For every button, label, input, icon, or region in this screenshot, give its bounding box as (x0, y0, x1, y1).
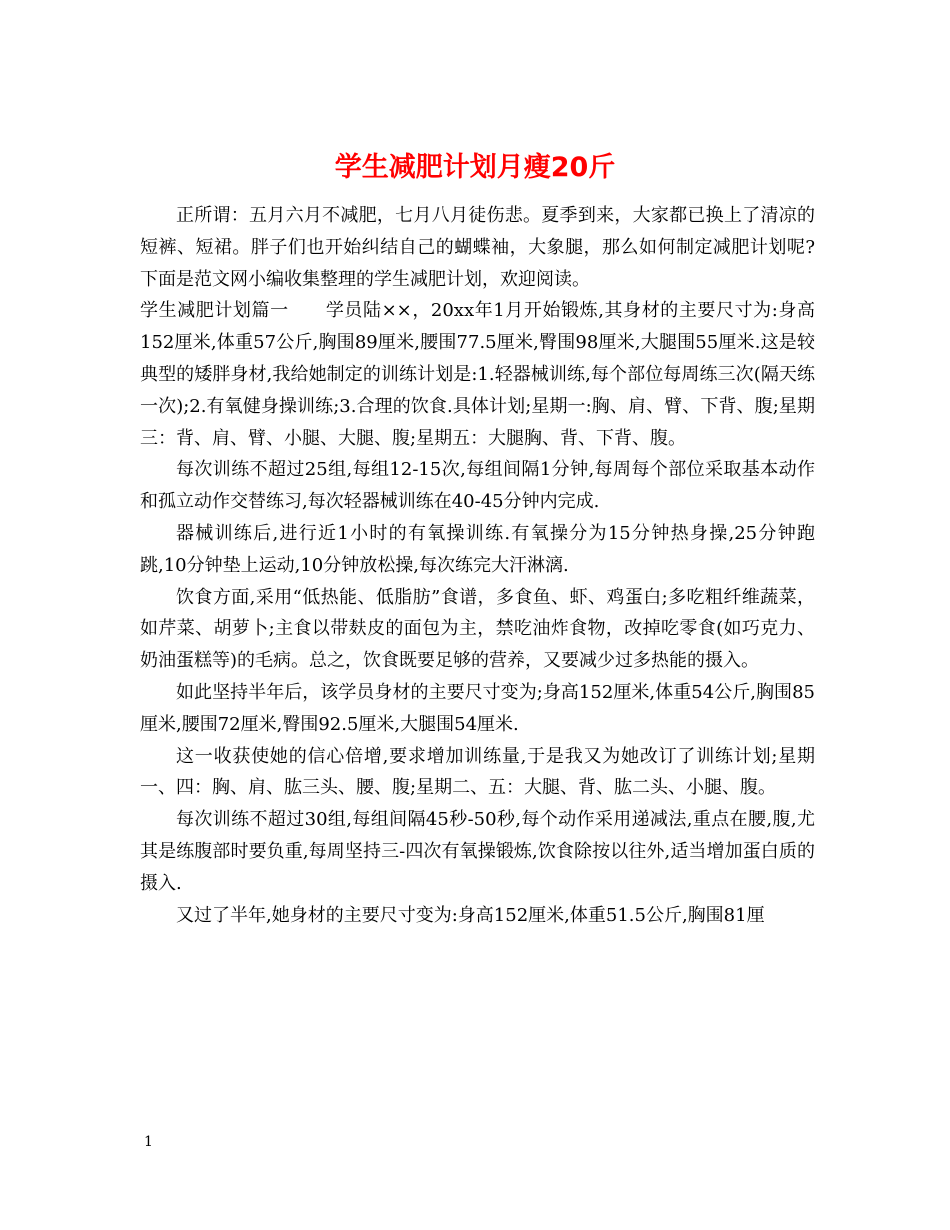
paragraph-revised-training: 每次训练不超过30组,每组间隔45秒-50秒,每个动作采用递减法,重点在腰,腹,尤其是练腹部时要负重,每周坚持三-四次有氧操锻炼,饮食除按以往外,适当增加蛋白质的摄入. (140, 809, 815, 894)
paragraph-training-sets: 每次训练不超过25组,每组12-15次,每组间隔1分钟,每周每个部位采取基本动作和孤立动作交替练习,每次轻器械训练在40-45分钟内完成. (140, 459, 815, 513)
paragraph-diet: 饮食方面,采用“低热能、低脂肪”食谱，多食鱼、虾、鸡蛋白;多吃粗纤维蔬菜，如芹菜、胡萝卜;主食以带麸皮的面包为主，禁吃油炸食物，改掉吃零食(如巧克力、奶油蛋糕等)的毛病。总之，饮食既要足够的营养，又要减少过多热能的摄入。 (140, 586, 815, 672)
paragraph-plan-one: 学生减肥计划篇一 学员陆××，20xx年1月开始锻炼,其身材的主要尺寸为:身高152厘米,体重57公斤,胸围89厘米,腰围77.5厘米,臀围98厘米,大腿围55厘米.这是较典型的矮胖身材,我给她制定的训练计划是:1.轻器械训练,每个部位每周练三次(隔天练一次);2.有氧健身操训练;3.合理的饮食.具体计划;星期一:胸、肩、臂、下背、腹;星期三：背、肩、臂、小腿、大腿、腹;星期五：大腿胸、背、下背、腹。 (140, 300, 815, 449)
paragraph-intro: 正所谓：五月六月不减肥，七月八月徒伤悲。夏季到来，大家都已换上了清凉的短裤、短裙。胖子们也开始纠结自己的蝴蝶袖，大象腿，那么如何制定减肥计划呢?下面是范文网小编收集整理的学生减肥计划，欢迎阅读。 (140, 205, 815, 290)
paragraph-half-year-result: 如此坚持半年后，该学员身材的主要尺寸变为;身高152厘米,体重54公斤,胸围85厘米,腰围72厘米,臀围92.5厘米,大腿围54厘米. (140, 681, 815, 735)
paragraph-aerobics: 器械训练后,进行近1小时的有氧操训练.有氧操分为15分钟热身操,25分钟跑跳,10分钟垫上运动,10分钟放松操,每次练完大汗淋漓. (140, 522, 815, 576)
paragraph-revised-plan: 这一收获使她的信心倍增,要求增加训练量,于是我又为她改订了训练计划;星期一、四：胸、肩、肱三头、腰、腹;星期二、五：大腿、背、肱二头、小腿、腹。 (140, 745, 815, 799)
page-number: 1 (144, 1134, 153, 1150)
paragraph-second-result: 又过了半年,她身材的主要尺寸变为:身高152厘米,体重51.5公斤,胸围81厘 (176, 904, 765, 926)
document-title: 学生减肥计划月瘦20斤 (334, 152, 616, 184)
document-body (140, 200, 815, 931)
